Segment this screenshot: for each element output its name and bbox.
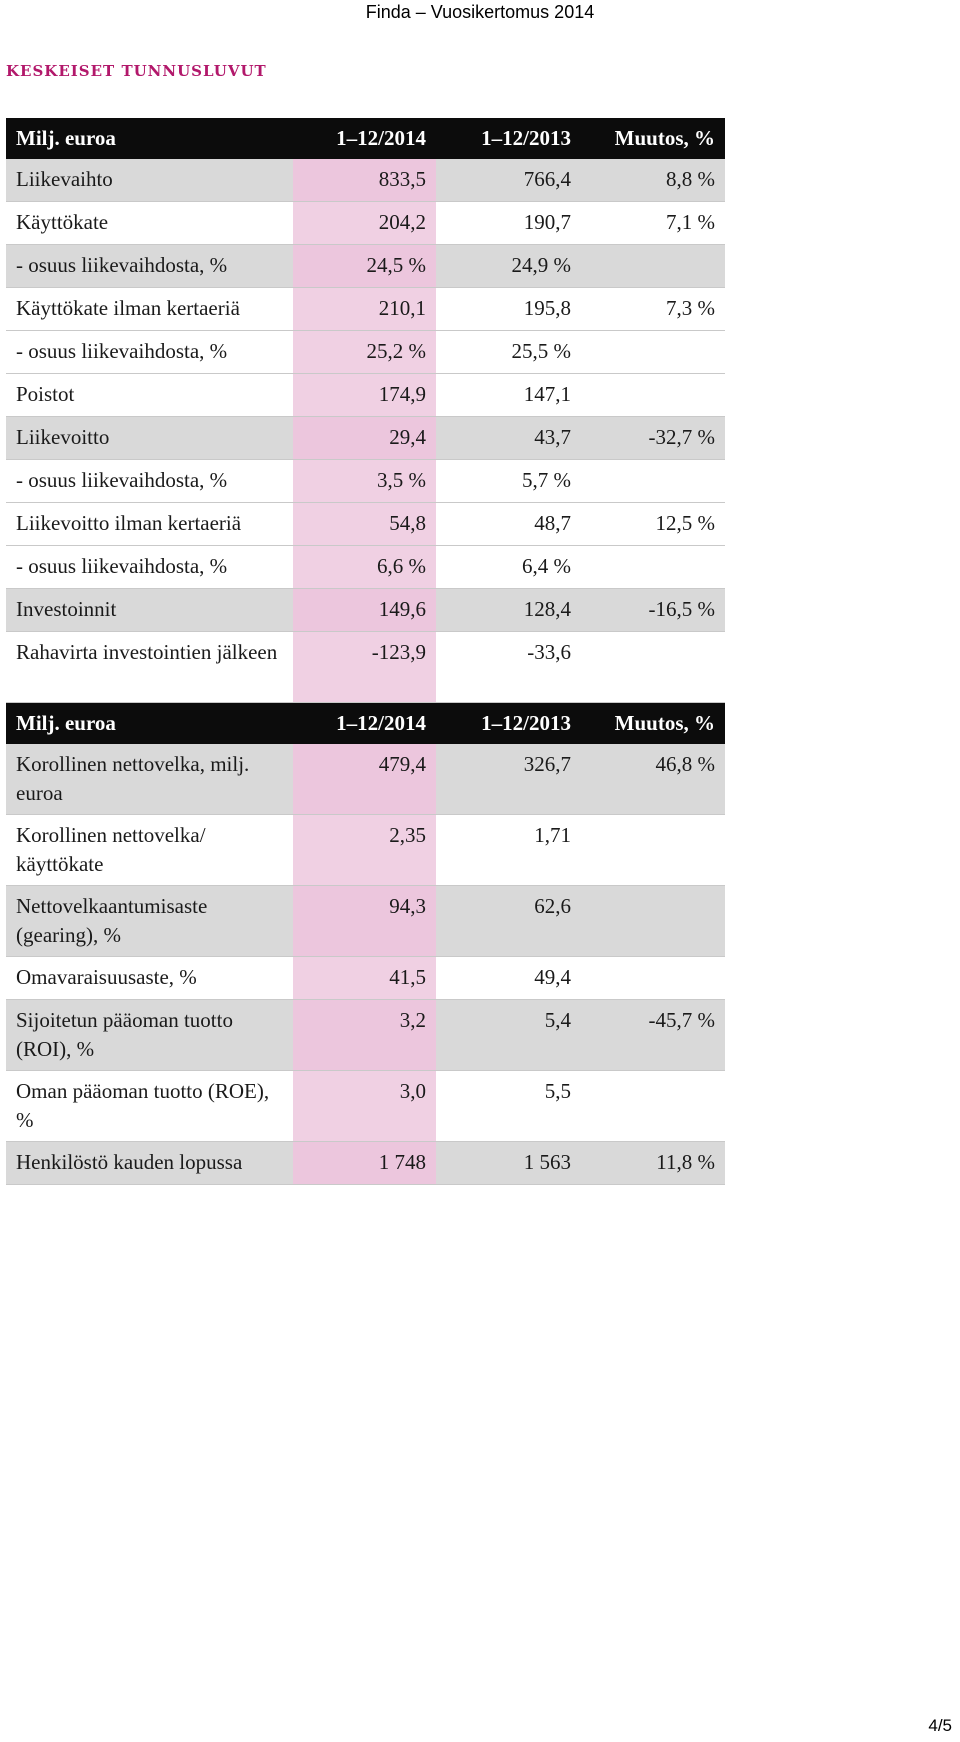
value-2013: 190,7	[436, 202, 581, 245]
value-2013: 49,4	[436, 957, 581, 1000]
value-change	[581, 886, 725, 957]
table-row	[6, 374, 725, 417]
value-2014: 3,0	[293, 1071, 436, 1142]
value-2013: 1 563	[436, 1142, 581, 1185]
row-label: Sijoitetun pääoman tuotto (ROI), %	[6, 1000, 293, 1071]
table-row	[6, 957, 725, 1000]
table-row	[6, 159, 725, 202]
value-2013: 128,4	[436, 589, 581, 632]
value-2014: -123,9	[293, 632, 436, 703]
value-2013: 48,7	[436, 503, 581, 546]
table-row	[6, 744, 725, 815]
value-change: -45,7 %	[581, 1000, 725, 1071]
table-row	[6, 288, 725, 331]
value-change: -16,5 %	[581, 589, 725, 632]
header-2013: 1–12/2013	[436, 703, 581, 745]
table-header-row	[6, 703, 725, 745]
page-header: Finda – Vuosikertomus 2014	[365, 2, 595, 22]
value-change: 8,8 %	[581, 159, 725, 202]
header-2014: 1–12/2014	[293, 118, 436, 159]
table-row	[6, 331, 725, 374]
table-header-row	[6, 118, 725, 159]
value-change: 7,1 %	[581, 202, 725, 245]
value-2013: 43,7	[436, 417, 581, 460]
header-2014: 1–12/2014	[293, 703, 436, 745]
row-label: Poistot	[6, 374, 293, 417]
value-2013: 1,71	[436, 815, 581, 886]
row-label: Liikevoitto ilman kertaeriä	[6, 503, 293, 546]
value-2013: 24,9 %	[436, 245, 581, 288]
value-2013: 5,4	[436, 1000, 581, 1071]
table-row	[6, 1142, 725, 1185]
row-label: Käyttökate	[6, 202, 293, 245]
table-row	[6, 815, 725, 886]
value-2014: 3,2	[293, 1000, 436, 1071]
row-label: - osuus liikevaihdosta, %	[6, 245, 293, 288]
value-2013: 6,4 %	[436, 546, 581, 589]
section-title: KESKEISET TUNNUSLUVUT	[6, 62, 267, 80]
row-label: Liikevoitto	[6, 417, 293, 460]
value-change	[581, 331, 725, 374]
table-row	[6, 1000, 725, 1071]
value-2014: 54,8	[293, 503, 436, 546]
value-2014: 94,3	[293, 886, 436, 957]
value-2014: 149,6	[293, 589, 436, 632]
value-2014: 6,6 %	[293, 546, 436, 589]
value-change	[581, 1071, 725, 1142]
value-2014: 41,5	[293, 957, 436, 1000]
value-change	[581, 815, 725, 886]
value-2013: 62,6	[436, 886, 581, 957]
table-row	[6, 417, 725, 460]
table-row	[6, 589, 725, 632]
header-label: Milj. euroa	[6, 118, 293, 159]
row-label: Oman pääoman tuotto (ROE), %	[6, 1071, 293, 1142]
header-change: Muutos, %	[581, 118, 725, 159]
table-row	[6, 245, 725, 288]
row-label: Rahavirta investointien jälkeen	[6, 632, 293, 703]
value-2014: 29,4	[293, 417, 436, 460]
row-label: Liikevaihto	[6, 159, 293, 202]
value-change: 12,5 %	[581, 503, 725, 546]
page-number: 4/5	[928, 1716, 952, 1735]
value-2014: 24,5 %	[293, 245, 436, 288]
value-2013: 766,4	[436, 159, 581, 202]
row-label: Investoinnit	[6, 589, 293, 632]
value-2014: 210,1	[293, 288, 436, 331]
value-2014: 833,5	[293, 159, 436, 202]
value-change	[581, 957, 725, 1000]
kpi-table-container	[6, 118, 725, 1185]
row-label: Henkilöstö kauden lopussa	[6, 1142, 293, 1185]
row-label: Korollinen nettovelka/ käyttökate	[6, 815, 293, 886]
value-2013: 195,8	[436, 288, 581, 331]
table-row	[6, 886, 725, 957]
table-row	[6, 202, 725, 245]
table-row	[6, 460, 725, 503]
value-2013: 5,7 %	[436, 460, 581, 503]
value-change: 11,8 %	[581, 1142, 725, 1185]
value-2014: 479,4	[293, 744, 436, 815]
row-label: Korollinen nettovelka, milj. euroa	[6, 744, 293, 815]
value-2014: 174,9	[293, 374, 436, 417]
row-label: Omavaraisuusaste, %	[6, 957, 293, 1000]
value-2013: 25,5 %	[436, 331, 581, 374]
kpi-table	[6, 118, 725, 1185]
table-row	[6, 503, 725, 546]
table-row	[6, 546, 725, 589]
value-change	[581, 546, 725, 589]
row-label: - osuus liikevaihdosta, %	[6, 331, 293, 374]
table-row	[6, 1071, 725, 1142]
value-change	[581, 374, 725, 417]
value-change: -32,7 %	[581, 417, 725, 460]
value-2013: 147,1	[436, 374, 581, 417]
value-change	[581, 460, 725, 503]
value-2014: 204,2	[293, 202, 436, 245]
header-change: Muutos, %	[581, 703, 725, 745]
row-label: - osuus liikevaihdosta, %	[6, 460, 293, 503]
value-2014: 25,2 %	[293, 331, 436, 374]
value-2013: 5,5	[436, 1071, 581, 1142]
value-2014: 3,5 %	[293, 460, 436, 503]
row-label: - osuus liikevaihdosta, %	[6, 546, 293, 589]
value-change: 46,8 %	[581, 744, 725, 815]
value-2013: 326,7	[436, 744, 581, 815]
row-label: Nettovelkaantumisaste (gearing), %	[6, 886, 293, 957]
value-2014: 1 748	[293, 1142, 436, 1185]
row-label: Käyttökate ilman kertaeriä	[6, 288, 293, 331]
value-2013: -33,6	[436, 632, 581, 703]
header-label: Milj. euroa	[6, 703, 293, 745]
value-change: 7,3 %	[581, 288, 725, 331]
table-row	[6, 632, 725, 703]
value-change	[581, 245, 725, 288]
value-change	[581, 632, 725, 703]
value-2014: 2,35	[293, 815, 436, 886]
header-2013: 1–12/2013	[436, 118, 581, 159]
